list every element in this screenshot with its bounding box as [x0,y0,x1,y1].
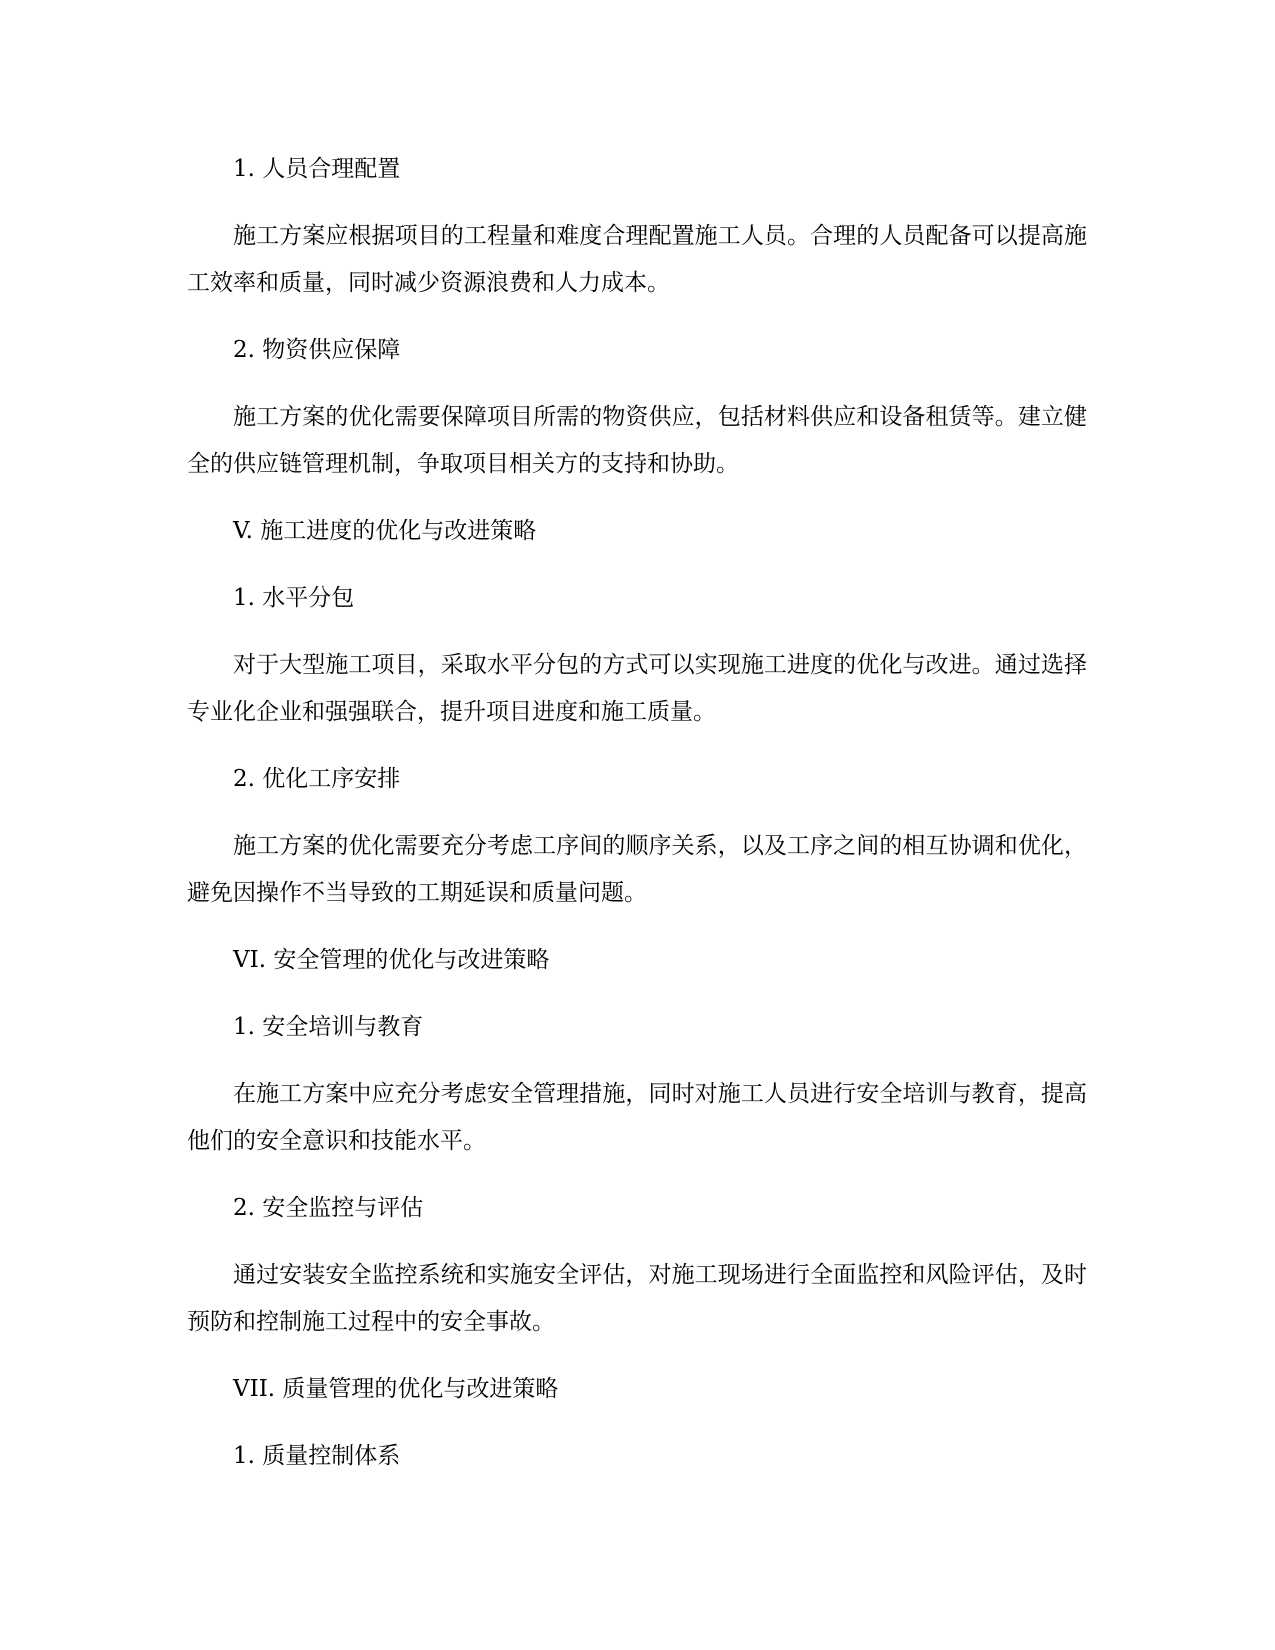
subheading-personnel: 1. 人员合理配置 [233,156,401,182]
paragraph-monitoring: 通过安装安全监控系统和实施安全评估，对施工现场进行全面监控和风险评估，及时预防和控制施工过程中的安全事故。 [187,1262,1087,1335]
paragraph-training: 在施工方案中应充分考虑安全管理措施，同时对施工人员进行安全培训与教育，提高他们的安全意识和技能水平。 [187,1081,1087,1154]
subheading-monitoring: 2. 安全监控与评估 [233,1195,424,1221]
paragraph-subcontract: 对于大型施工项目，采取水平分包的方式可以实现施工进度的优化与改进。通过选择专业化企业和强强联合，提升项目进度和施工质量。 [187,652,1087,725]
section-heading-schedule: V. 施工进度的优化与改进策略 [233,518,537,544]
paragraph-personnel: 施工方案应根据项目的工程量和难度合理配置施工人员。合理的人员配备可以提高施工效率和质量，同时减少资源浪费和人力成本。 [187,223,1087,296]
section-heading-safety: VI. 安全管理的优化与改进策略 [233,947,550,973]
subheading-quality-control: 1. 质量控制体系 [233,1443,401,1469]
subheading-training: 1. 安全培训与教育 [233,1014,424,1040]
paragraph-process: 施工方案的优化需要充分考虑工序间的顺序关系，以及工序之间的相互协调和优化，避免因操作不当导致的工期延误和质量问题。 [187,833,1087,906]
section-heading-quality: VII. 质量管理的优化与改进策略 [233,1376,559,1402]
document-body [187,146,1087,1500]
paragraph-materials: 施工方案的优化需要保障项目所需的物资供应，包括材料供应和设备租赁等。建立健全的供应链管理机制，争取项目相关方的支持和协助。 [187,404,1087,477]
subheading-subcontract: 1. 水平分包 [233,585,355,611]
subheading-process: 2. 优化工序安排 [233,766,401,792]
subheading-materials: 2. 物资供应保障 [233,337,401,363]
